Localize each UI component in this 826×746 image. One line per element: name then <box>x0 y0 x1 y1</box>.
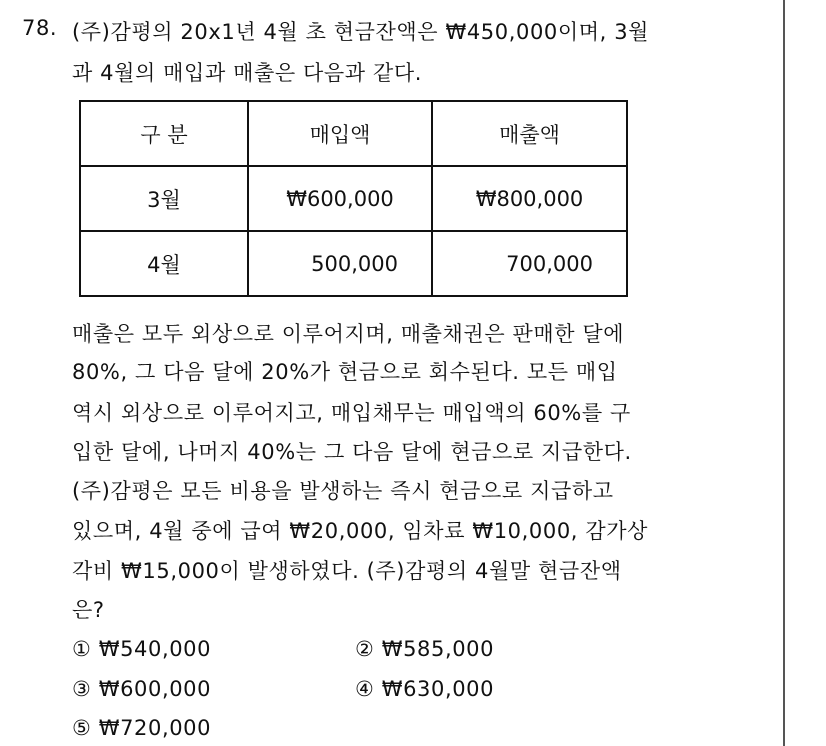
row-month: 3월 <box>80 166 248 231</box>
body-line-7: 각비 ₩15,000이 발생하였다. (주)감평의 4월말 현금잔액 <box>72 559 622 583</box>
stem-line-2: 과 4월의 매입과 매출은 다음과 같다. <box>72 61 423 85</box>
body-line-3: 역시 외상으로 이루어지고, 매입채무는 매입액의 60%를 구 <box>72 401 631 425</box>
body-line-5: (주)감평은 모든 비용을 발생하는 즉시 현금으로 지급하고 <box>72 479 614 503</box>
table-header-row <box>80 101 627 166</box>
table-row <box>80 166 627 231</box>
row-sales: ₩800,000 <box>432 166 627 231</box>
row-month: 4월 <box>80 231 248 296</box>
body-line-1: 매출은 모두 외상으로 이루어지며, 매출채권은 판매한 달에 <box>72 322 625 346</box>
stem-line-1: (주)감평의 20x1년 4월 초 현금잔액은 ₩450,000이며, 3월 <box>72 20 650 44</box>
row-purchases: ₩600,000 <box>248 166 432 231</box>
body-line-8: 은? <box>72 598 105 622</box>
question-number: 78. <box>22 16 58 40</box>
header-sales: 매출액 <box>432 101 627 166</box>
choice-4[interactable]: ④ ₩630,000 <box>355 677 495 701</box>
header-category: 구 분 <box>80 101 248 166</box>
choice-2[interactable]: ② ₩585,000 <box>355 637 495 661</box>
body-line-2: 80%, 그 다음 달에 20%가 현금으로 회수된다. 모든 매입 <box>72 360 618 384</box>
column-divider <box>783 0 785 746</box>
row-sales: 700,000 <box>432 231 627 296</box>
body-line-6: 있으며, 4월 중에 급여 ₩20,000, 임차료 ₩10,000, 감가상 <box>72 519 649 543</box>
table-row <box>80 231 627 296</box>
header-purchases: 매입액 <box>248 101 432 166</box>
body-line-4: 입한 달에, 나머지 40%는 그 다음 달에 현금으로 지급한다. <box>72 440 632 464</box>
purchase-sales-table <box>79 100 628 297</box>
choice-1[interactable]: ① ₩540,000 <box>72 637 212 661</box>
choice-5[interactable]: ⑤ ₩720,000 <box>72 716 212 740</box>
row-purchases: 500,000 <box>248 231 432 296</box>
choice-3[interactable]: ③ ₩600,000 <box>72 677 212 701</box>
